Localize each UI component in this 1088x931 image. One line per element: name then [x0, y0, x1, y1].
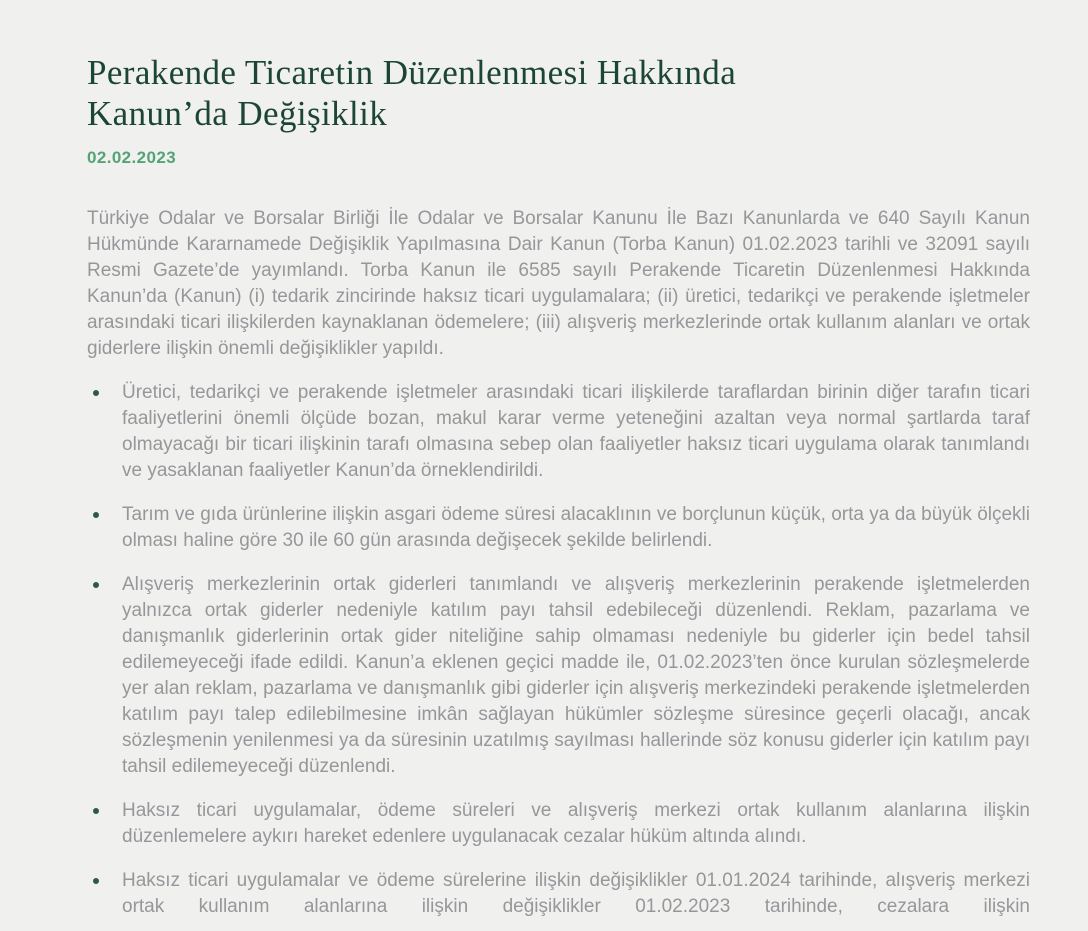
bullet-list — [87, 380, 1030, 920]
bullet-dot-icon — [93, 390, 99, 396]
list-item — [87, 502, 1030, 554]
article-title-line2: Kanun’da Değişiklik — [87, 94, 388, 133]
list-item — [87, 572, 1030, 780]
article-title — [87, 52, 1030, 134]
bullet-dot-icon — [93, 582, 99, 588]
list-item — [87, 798, 1030, 850]
bullet-dot-icon — [93, 512, 99, 518]
bullet-text: Haksız ticari uygulamalar, ödeme süreleri ve alışveriş merkezi ortak kullanım alanlarına ilişkin düzenlemelere aykırı hareket edenlere uygulanacak cezalar hüküm altında alındı. — [122, 800, 1030, 847]
bullet-text: Üretici, tedarikçi ve perakende işletmeler arasındaki ticari ilişkilerde taraflardan birinin diğer tarafın ticari faaliyetlerini önemli ölçüde bozan, makul karar verme yeteneğini azaltan veya normal şartlarda taraf olmayacağı bir ticari ilişkinin tarafı olmasına sebep olan faaliyetler haksız ticari uygulama olarak tanımlandı ve yasaklanan faaliyetler Kanun’da örneklendirildi. — [122, 382, 1030, 481]
intro-paragraph: Türkiye Odalar ve Borsalar Birliği İle Odalar ve Borsalar Kanunu İle Bazı Kanunlarda ve 640 Sayılı Kanun Hükmünde Kararnamede Değişiklik Yapılmasına Dair Kanun (Torba Kanun) 01.02.2023 tarihli ve 32091 sayılı Resmi Gazete’de yayımlandı. Torba Kanun ile 6585 sayılı Perakende Ticaretin Düzenlenmesi Hakkında Kanun’da (Kanun) (i) tedarik zincirinde haksız ticari uygulamalara; (ii) üretici, tedarikçi ve perakende işletmeler arasındaki ticari ilişkilerden kaynaklanan ödemelere; (iii) alışveriş merkezlerinde ortak kullanım alanları ve ortak giderlere ilişkin önemli değişiklikler yapıldı. — [87, 208, 1030, 359]
list-item — [87, 868, 1030, 920]
bullet-text: Haksız ticari uygulamalar ve ödeme sürelerine ilişkin değişiklikler 01.01.2024 tarihinde, alışveriş merkezi ortak kullanım alanlarına ilişkin değişiklikler 01.02.2023 tarihinde, cezalara ilişkin — [122, 870, 1030, 917]
publish-date: 02.02.2023 — [87, 148, 177, 167]
bullet-text: Tarım ve gıda ürünlerine ilişkin asgari ödeme süresi alacaklının ve borçlunun küçük, orta ya da büyük ölçekli olması haline göre 30 ile 60 gün arasında değişecek şekilde belirlendi. — [122, 504, 1030, 551]
bullet-text: Alışveriş merkezlerinin ortak giderleri tanımlandı ve alışveriş merkezlerinin perakende işletmelerden yalnızca ortak giderler nedeniyle katılım payı tahsil edebileceği düzenlendi. Reklam, pazarlama ve danışmanlık giderlerinin ortak gider niteliğine sahip olmaması nedeniyle bu giderler için bedel tahsil edilemeyeceği ifade edildi. Kanun’a eklenen geçici madde ile, 01.02.2023’ten önce kurulan sözleşmelerde yer alan reklam, pazarlama ve danışmanlık gibi giderler için alışveriş merkezindeki perakende işletmelerden katılım payı talep edilebilmesine imkân sağlayan hükümler sözleşme süresince geçerli olacağı, ancak sözleşmenin yenilenmesi ya da süresinin uzatılmış sayılması hallerinde söz konusu giderler için katılım payı tahsil edilemeyeceği düzenlendi. — [122, 574, 1030, 777]
list-item — [87, 380, 1030, 484]
article-title-line1: Perakende Ticaretin Düzenlenmesi Hakkında — [87, 53, 737, 92]
bullet-dot-icon — [93, 878, 99, 884]
bullet-dot-icon — [93, 808, 99, 814]
